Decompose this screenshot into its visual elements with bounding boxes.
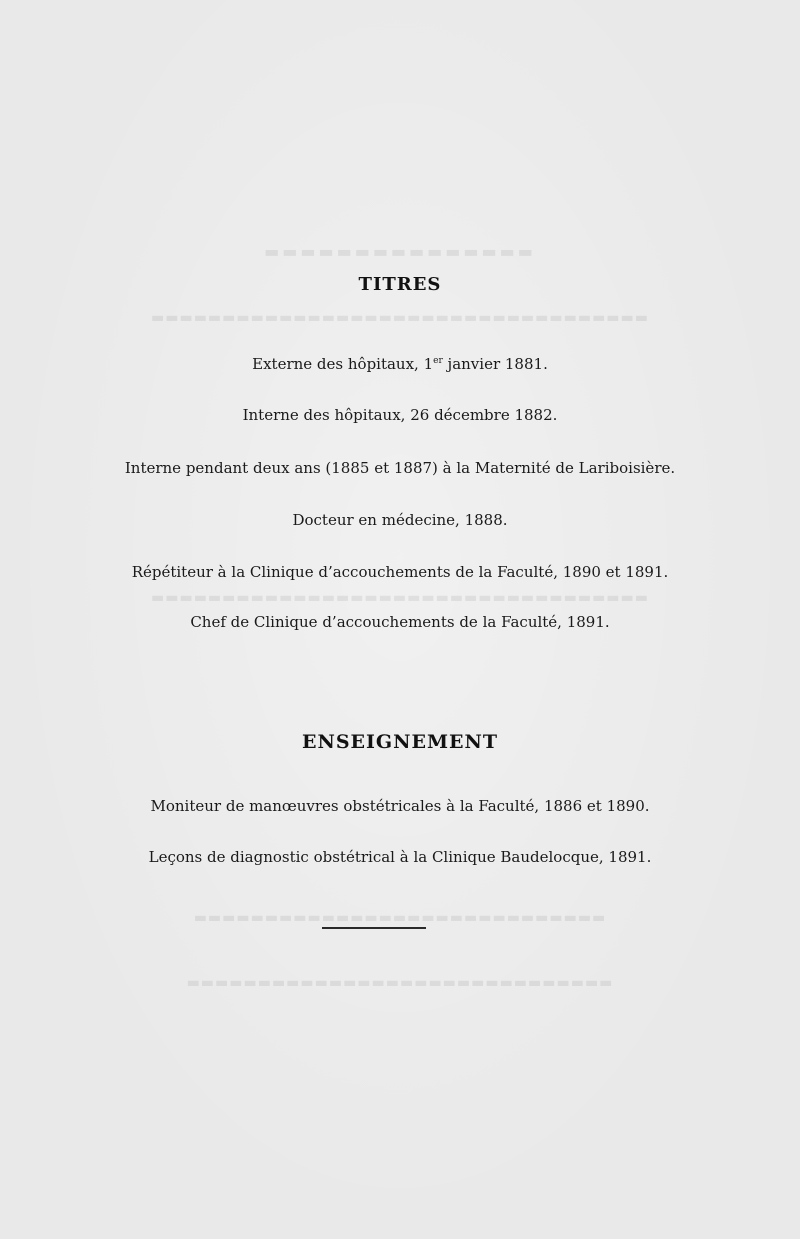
titre-item-docteur: Docteur en médecine, 1888. (292, 511, 508, 529)
section-heading-enseignement: ENSEIGNEMENT (301, 731, 499, 753)
section-end-rule (322, 927, 426, 929)
titre-item-repetiteur: Répétiteur à la Clinique d’accouchements de la Faculté, 1890 et 1891. (131, 563, 669, 581)
show-through-decoration: ▬▬▬▬▬▬▬▬▬▬▬▬▬▬▬▬▬▬▬▬▬▬▬▬▬▬▬▬▬▬▬▬▬▬▬ (151, 310, 649, 326)
titre-item-chef-clinique: Chef de Clinique d’accouchements de la Faculté, 1891. (190, 613, 610, 631)
enseignement-item-lecons: Leçons de diagnostic obstétrical à la Clinique Baudelocque, 1891. (148, 848, 652, 866)
show-through-decoration: ▬▬▬▬▬▬▬▬▬▬▬▬▬▬▬▬▬▬▬▬▬▬▬▬▬▬▬▬▬▬ (186, 975, 614, 991)
show-through-decoration: ▬▬▬▬▬▬▬▬▬▬▬▬▬▬▬ (264, 242, 536, 261)
show-through-decoration: ▬▬▬▬▬▬▬▬▬▬▬▬▬▬▬▬▬▬▬▬▬▬▬▬▬▬▬▬▬▬▬▬▬▬▬ (151, 590, 649, 606)
titre-item-externe: Externe des hôpitaux, 1er janvier 1881. (252, 355, 548, 373)
section-heading-titres: TITRES (358, 274, 442, 295)
titre-item-maternite: Interne pendant deux ans (1885 et 1887) à la Maternité de Lariboisière. (124, 459, 676, 477)
enseignement-item-moniteur: Moniteur de manœuvres obstétricales à la Faculté, 1886 et 1890. (150, 797, 650, 815)
show-through-decoration: ▬▬▬▬▬▬▬▬▬▬▬▬▬▬▬▬▬▬▬▬▬▬▬▬▬▬▬▬▬ (193, 910, 607, 926)
titre-item-interne: Interne des hôpitaux, 26 décembre 1882. (242, 406, 558, 424)
